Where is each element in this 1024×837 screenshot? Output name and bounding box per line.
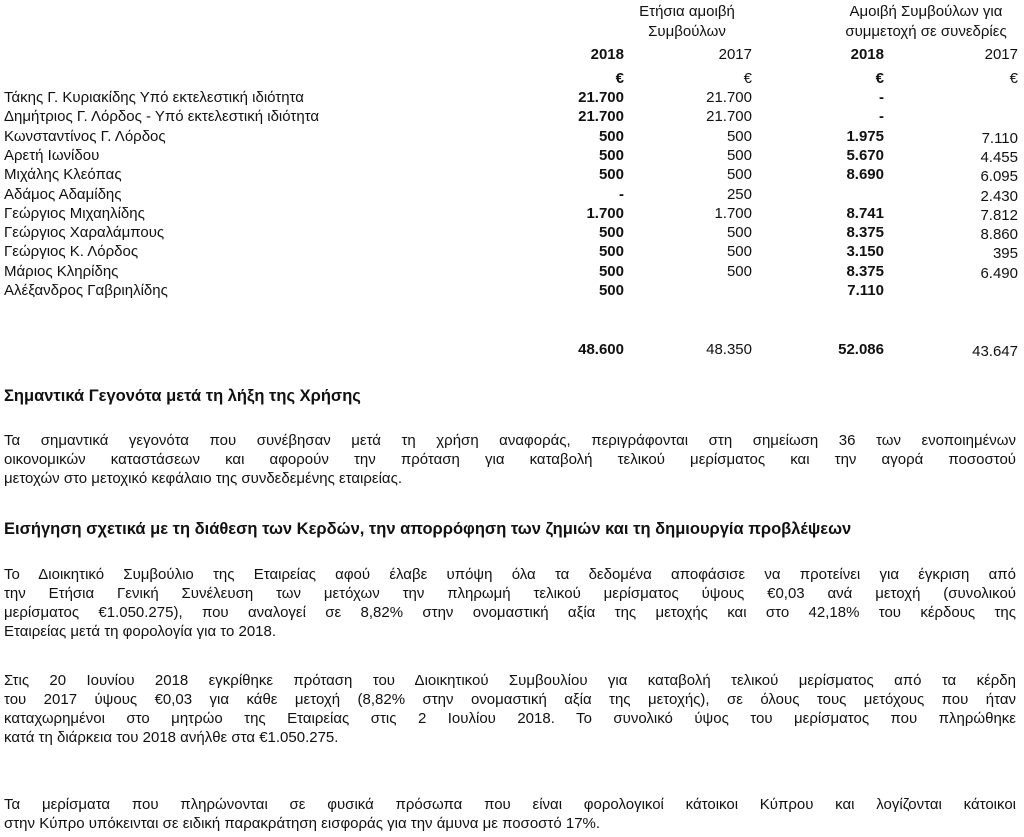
section-heading-profit-distribution: Εισήγηση σχετικά με τη διάθεση των Κερδών, την απορρόφηση των ζημιών και τη δημιουργία προβλέψεων [4, 520, 852, 538]
fee-cell: 500 [598, 147, 624, 164]
director-name: Αδάμος Αδαμίδης [4, 186, 122, 203]
director-name: Τάκης Γ. Κυριακίδης Υπό εκτελεστική ιδιότητα [4, 89, 304, 106]
fee-cell: 8.690 [846, 166, 884, 183]
paragraph-line: οικονομικών καταστάσεων και αφορούν την πρόταση για καταβολή τελικού μερίσματος και την αγορά ποσοστού [4, 451, 1016, 468]
fee-cell: 250 [726, 186, 752, 203]
total-col3: 52.086 [838, 341, 884, 358]
fee-cell: 21.700 [706, 89, 752, 106]
fee-cell: 8.860 [980, 226, 1018, 243]
fee-cell: 500 [726, 243, 752, 260]
paragraph-line: στην Κύπρο υπόκεινται σε ειδική παρακράτηση εισφοράς για την άμυνα με ποσοστό 17%. [4, 815, 601, 832]
header-year-col4: 2017 [984, 46, 1018, 63]
fee-cell: - [879, 89, 884, 106]
total-col4: 43.647 [972, 343, 1018, 360]
fee-cell: 500 [598, 166, 624, 183]
director-name: Αρετή Ιωνίδου [4, 147, 100, 164]
paragraph-line: Στις 20 Ιουνίου 2018 εγκρίθηκε πρόταση του Διοικητικού Συμβουλίου για καταβολή τελικού μερίσματος από τα κέρδη [4, 672, 1016, 689]
fee-cell: 3.150 [846, 243, 884, 260]
fee-cell: 500 [726, 128, 752, 145]
fee-cell: 1.700 [714, 205, 752, 222]
header-currency-col4: € [1009, 70, 1018, 87]
fee-cell: 500 [598, 128, 624, 145]
header-year-col1: 2018 [590, 46, 624, 63]
paragraph-line: Εταιρείας μετά τη φορολογία για το 2018. [4, 623, 277, 640]
fee-cell: 7.812 [980, 207, 1018, 224]
total-col2: 48.350 [706, 341, 752, 358]
fee-cell: 8.375 [846, 263, 884, 280]
fee-cell: 7.110 [981, 130, 1018, 147]
subsequent-events-paragraph [4, 431, 1016, 488]
fee-cell: 395 [992, 245, 1018, 262]
director-name: Μιχάλης Κλεόπας [4, 166, 122, 183]
director-name: Κωνσταντίνος Γ. Λόρδος [4, 128, 166, 145]
director-name: Γεώργιος Χαραλάμπους [4, 224, 165, 241]
section-heading-subsequent-events: Σημαντικά Γεγονότα μετά τη λήξη της Χρήσης [4, 387, 361, 405]
paragraph-line: κατά τη διάρκεια του 2018 ανήλθε στα €1.050.275. [4, 729, 339, 746]
fee-cell: 500 [598, 263, 624, 280]
fee-cell: 2.430 [980, 188, 1018, 205]
fee-cell: 5.670 [846, 147, 884, 164]
fee-cell: 7.110 [847, 282, 884, 299]
fee-cell: - [619, 186, 624, 203]
dividend-proposal-paragraph [4, 565, 1016, 641]
dividend-tax-paragraph [4, 795, 1016, 833]
fee-cell: 500 [598, 243, 624, 260]
fee-cell: 21.700 [706, 108, 752, 125]
paragraph-line: του 2017 ύψους €0,03 για κάθε μετοχή (8,82% στην ονομαστική αξία της μετοχής), σε όλους τους μετόχους που ήταν [4, 691, 1016, 708]
fee-cell: 500 [726, 263, 752, 280]
header-currency-col2: € [743, 70, 752, 87]
fee-cell: 1.700 [586, 205, 624, 222]
fee-cell: 21.700 [578, 89, 624, 106]
fee-cell: 500 [726, 166, 752, 183]
fee-cell: 500 [598, 224, 624, 241]
paragraph-line: Το Διοικητικό Συμβούλιο της Εταιρείας αφού έλαβε υπόψη όλα τα δεδομένα αποφάσισε να προτείνει για έγκριση από [4, 566, 1016, 583]
paragraph-line: μετοχών στο μετοχικό κεφάλαιο της συνδεδεμένης εταιρείας. [4, 470, 402, 487]
director-name: Μάριος Κληρίδης [4, 263, 119, 280]
header-annual-fee-line2: Συμβούλων [648, 23, 726, 40]
dividend-2017-paragraph [4, 671, 1016, 747]
header-currency-col1: € [615, 70, 624, 87]
header-currency-col3: € [875, 70, 884, 87]
fee-cell: 500 [726, 224, 752, 241]
director-name: Αλέξανδρος Γαβριηλίδης [4, 282, 168, 299]
paragraph-line: μερίσματος €1.050.275), που αναλογεί σε 8,82% στην ονομαστική αξία της μετοχής και στο 42,18% του κέρδους της [4, 604, 1016, 621]
fee-cell: 500 [726, 147, 752, 164]
total-col1: 48.600 [578, 341, 624, 358]
fee-cell: 4.455 [980, 149, 1018, 166]
director-name: Γεώργιος Κ. Λόρδος [4, 243, 139, 260]
paragraph-line: Τα μερίσματα που πληρώνονται σε φυσικά πρόσωπα που είναι φορολογικοί κάτοικοι Κύπρου και λογίζονται κάτοικοι [4, 796, 1016, 813]
header-year-col3: 2018 [850, 46, 884, 63]
fee-cell: 6.095 [980, 168, 1018, 185]
director-name: Γεώργιος Μιχαηλίδης [4, 205, 145, 222]
director-name: Δημήτριος Γ. Λόρδος - Υπό εκτελεστική ιδιότητα [4, 108, 320, 125]
fee-cell: 1.975 [846, 128, 884, 145]
fee-cell: 500 [598, 282, 624, 299]
header-meeting-fee-line1: Αμοιβή Συμβούλων για [849, 3, 1003, 20]
fee-cell: 8.375 [846, 224, 884, 241]
header-annual-fee-line1: Ετήσια αμοιβή [639, 3, 735, 20]
paragraph-line: καταχωρημένοι στο μητρώο της Εταιρείας στις 2 Ιουλίου 2018. Το συνολικό ύψος του μερίσματος που πληρώθηκε [4, 710, 1016, 727]
fee-cell: 6.490 [980, 265, 1018, 282]
fee-cell: - [879, 108, 884, 125]
paragraph-line: την Ετήσια Γενική Συνέλευση των μετόχων την πληρωμή τελικού μερίσματος ύψους €0,03 ανά μετοχή (συνολικού [4, 585, 1016, 602]
paragraph-line: Τα σημαντικά γεγονότα που συνέβησαν μετά τη χρήση αναφοράς, περιγράφονται στη σημείωση 36 των ενοποιημένων [4, 432, 1016, 449]
fee-cell: 8.741 [846, 205, 884, 222]
fee-cell: 21.700 [578, 108, 624, 125]
header-year-col2: 2017 [718, 46, 752, 63]
header-meeting-fee-line2: συμμετοχή σε συνεδρίες [845, 23, 1007, 40]
